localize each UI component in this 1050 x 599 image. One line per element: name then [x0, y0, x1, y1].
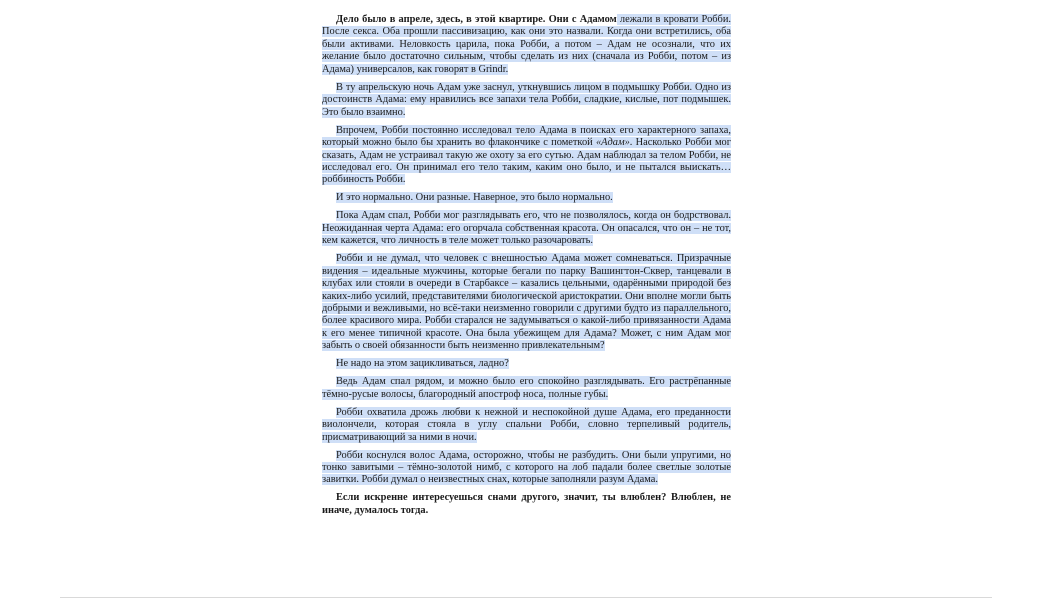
paragraph-1-bold-lead: Дело было в апреле, здесь, в этой квартире. Они с Адамом: [336, 14, 617, 25]
paragraph-3-selected-text[interactable]: [322, 125, 731, 186]
paragraph-3-text-after: . Насколько Робби мог сказать, Адам не устраивал такую же охоту за его сутью. Адам наблюдал за телом Робби, не исследовал его. Он принимал его тело таким, каким оно было, и не пытался выискать… роббиность Робби.: [322, 137, 732, 186]
paragraph-3-text-before: Впрочем, Робби постоянно исследовал тело Адама в поисках его характерного запаха, который можно было бы хранить во флакончике с пометкой: [322, 124, 731, 149]
paragraph-9-selected-text[interactable]: Робби охватила дрожь любви к нежной и неспокойной душе Адама, его преданности виолончели, которая стояла в углу спальни Робби, словно терпеливый родитель, присматривающий за ними в ночи.: [322, 406, 731, 443]
paragraph-3: [322, 125, 731, 187]
paragraph-7: [322, 358, 731, 370]
paragraph-6-selected-text[interactable]: Робби и не думал, что человек с внешностью Адама может сомневаться. Призрачные видения – идеальные мужчины, которые бегали по парку Вашингтон-Сквер, танцевали в клубах или стояли в очереди в Старбаксе – казались цельными, одарёнными природой без каких-либо усилий, представителями биологической аристократии. Они вполне могли быть добрыми и вежливыми, но всё-таки неизменно говорили с другими будто из параллельного, более красивого мира. Робби старался не задумываться о какой-либо привязанности Адама к его менее типичной красоте. Она была убежищем для Адама? Может, с ним Адам мог забыть о своей обязанности быть неизменно привлекательным?: [322, 253, 731, 352]
paragraph-11: [322, 492, 731, 517]
paragraph-10-selected-text[interactable]: Робби коснулся волос Адама, осторожно, чтобы не разбудить. Они были упругими, но тонко завитыми – тёмно-золотой нимб, с которого на лоб падали более светлые золотые завитки. Робби думал о неизвестных снах, которые заполняли разум Адама.: [322, 449, 731, 486]
paragraph-1: [322, 14, 731, 76]
paragraph-6: [322, 253, 731, 353]
paragraph-8-selected-text[interactable]: Ведь Адам спал рядом, и можно было его спокойно разглядывать. Его растрёпанные тёмно-русые волосы, благородный апостроф носа, полные губы.: [322, 376, 731, 400]
paragraph-8: [322, 376, 731, 401]
paragraph-4-selected-text[interactable]: И это нормально. Они разные. Наверное, это было нормально.: [336, 192, 613, 204]
page-bottom-divider: [60, 597, 992, 598]
paragraph-2-selected-text[interactable]: В ту апрельскую ночь Адам уже заснул, уткнувшись лицом в подмышку Робби. Одно из достоинств Адама: ему нравились все запахи тела Робби, сладкие, кислые, пот подмышек. Это было взаимно.: [322, 81, 731, 118]
paragraph-2: [322, 82, 731, 119]
paragraph-11-bold-text: Если искренне интересуешься снами другого, значит, ты влюблен? Влюблен, не иначе, думалось тогда.: [322, 492, 731, 516]
paragraph-10: [322, 450, 731, 487]
paragraph-4: [322, 192, 731, 204]
paragraph-5: [322, 210, 731, 247]
paragraph-5-selected-text[interactable]: Пока Адам спал, Робби мог разглядывать его, что не позволялось, когда он бодрствовал. Неожиданная черта Адама: его огорчала собственная красота. Он опасался, что он – не тот, кем кажется, что личность в теле может только разочаровать.: [322, 210, 731, 247]
paragraph-3-italic-adam: «Адам»: [595, 137, 630, 149]
paragraph-9: [322, 407, 731, 444]
paragraph-7-selected-text[interactable]: Не надо на этом зацикливаться, ладно?: [336, 358, 509, 370]
paragraph-1-selected-text[interactable]: лежали в кровати Робби. После секса. Оба прошли пассивизацию, как они это назвали. Когда они встретились, оба были активами. Неловкость царила, пока Робби, а потом – Адам не осознали, что их желание было достаточно сильным, чтобы сделать из них (сначала из Робби, потом – из Адама) универсалов, как говорят в Grindr.: [322, 14, 731, 75]
document-page: [322, 14, 731, 523]
